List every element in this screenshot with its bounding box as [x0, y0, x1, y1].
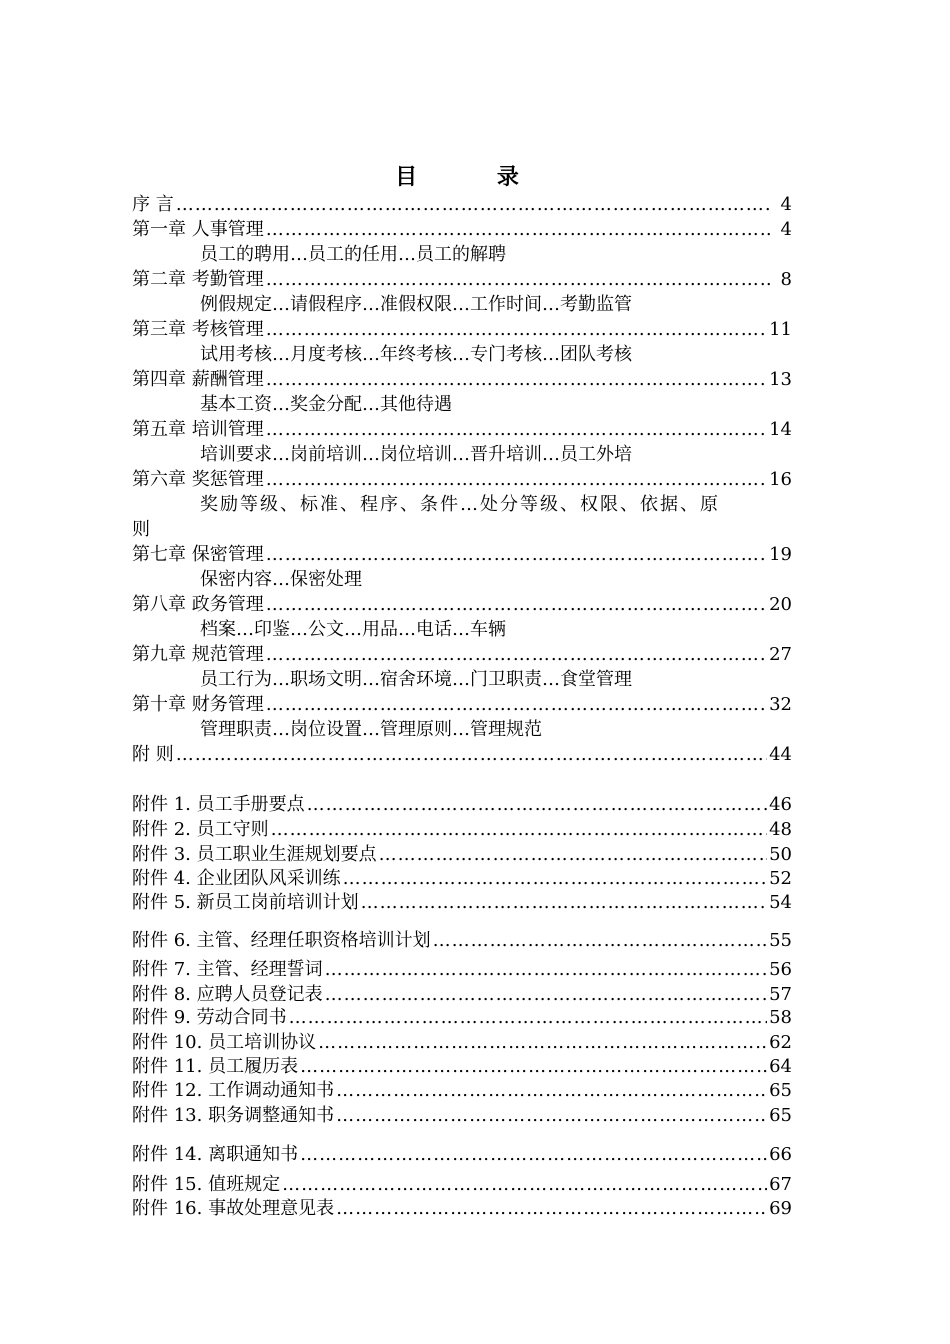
dot-leader: [266, 219, 772, 240]
dot-leader: [343, 868, 767, 889]
toc-appendix-15[interactable]: [132, 1170, 792, 1196]
toc-appendix-3[interactable]: [132, 840, 792, 866]
toc-appendix-12[interactable]: [132, 1076, 792, 1102]
entry-label: 第九章 规范管理: [132, 644, 264, 665]
dot-leader: [325, 959, 767, 980]
entry-page: 66: [769, 1144, 792, 1165]
entry-page: 67: [769, 1174, 792, 1195]
entry-page: 8: [780, 269, 792, 290]
dot-leader: [266, 594, 767, 615]
chapter-4-topics: 基本工资…奖金分配…其他待遇: [200, 394, 452, 415]
dot-leader: [266, 319, 767, 340]
toc-appendix-4[interactable]: [132, 864, 792, 890]
entry-label: 附件 8. 应聘人员登记表: [132, 984, 323, 1005]
dot-leader: [266, 269, 772, 290]
dot-leader: [361, 892, 767, 913]
chapter-8-topics: 档案…印鉴…公文…用品…电话…车辆: [200, 619, 506, 640]
dot-leader: [336, 1080, 767, 1101]
toc-entry-chapter-9[interactable]: [132, 640, 792, 666]
entry-label: 附件 13. 职务调整通知书: [132, 1105, 335, 1126]
entry-page: 16: [769, 469, 792, 490]
entry-page: 14: [769, 419, 792, 440]
toc-entry-chapter-2[interactable]: [132, 265, 792, 291]
entry-label: 第五章 培训管理: [132, 419, 264, 440]
toc-appendix-7[interactable]: [132, 955, 792, 981]
toc-appendix-9[interactable]: [132, 1003, 792, 1029]
dot-leader: [266, 419, 767, 440]
entry-label: 附件 11. 员工履历表: [132, 1056, 299, 1077]
entry-page: 62: [769, 1032, 792, 1053]
toc-appendix-11[interactable]: [132, 1052, 792, 1078]
entry-page: 55: [769, 930, 792, 951]
entry-page: 4: [780, 219, 792, 240]
toc-entry-chapter-1[interactable]: [132, 215, 792, 241]
chapter-6-topics-cont: 则: [132, 519, 150, 540]
entry-page: 64: [769, 1056, 792, 1077]
entry-page: 69: [769, 1198, 792, 1219]
entry-label: 第四章 薪酬管理: [132, 369, 264, 390]
chapter-5-topics: 培训要求…岗前培训…岗位培训…晋升培训…员工外培: [200, 444, 632, 465]
dot-leader: [300, 1056, 767, 1077]
entry-label: 第一章 人事管理: [132, 219, 264, 240]
entry-label: 附件 14. 离职通知书: [132, 1144, 299, 1165]
chapter-7-topics: 保密内容…保密处理: [200, 569, 362, 590]
toc-appendix-13[interactable]: [132, 1101, 792, 1127]
entry-label: 第七章 保密管理: [132, 544, 264, 565]
dot-leader: [266, 544, 767, 565]
entry-label: 附件 15. 值班规定: [132, 1174, 281, 1195]
toc-entry-chapter-4[interactable]: [132, 365, 792, 391]
dot-leader: [325, 984, 767, 1005]
entry-label: 第十章 财务管理: [132, 694, 264, 715]
entry-label: 第三章 考核管理: [132, 319, 264, 340]
entry-page: 4: [780, 194, 792, 215]
dot-leader: [266, 694, 767, 715]
entry-page: 19: [769, 544, 792, 565]
entry-label: 附件 6. 主管、经理任职资格培训计划: [132, 930, 431, 951]
entry-label: 附件 7. 主管、经理誓词: [132, 959, 323, 980]
dot-leader: [433, 930, 767, 951]
dot-leader: [336, 1198, 767, 1219]
toc-appendix-2[interactable]: [132, 815, 792, 841]
toc-appendix-10[interactable]: [132, 1028, 792, 1054]
entry-label: 附件 1. 员工手册要点: [132, 794, 305, 815]
toc-entry-preface[interactable]: [132, 190, 792, 216]
dot-leader: [176, 744, 767, 765]
dot-leader: [289, 1007, 767, 1028]
entry-page: 27: [769, 644, 792, 665]
entry-page: 13: [769, 369, 792, 390]
toc-appendix-5[interactable]: [132, 888, 792, 914]
dot-leader: [300, 1144, 767, 1165]
entry-page: 65: [769, 1105, 792, 1126]
dot-leader: [176, 194, 772, 215]
toc-entry-chapter-8[interactable]: [132, 590, 792, 616]
chapter-2-topics: 例假规定…请假程序…准假权限…工作时间…考勤监管: [200, 294, 632, 315]
dot-leader: [379, 844, 767, 865]
entry-label: 附件 10. 员工培训协议: [132, 1032, 317, 1053]
chapter-3-topics: 试用考核…月度考核…年终考核…专门考核…团队考核: [200, 344, 632, 365]
dot-leader: [271, 819, 767, 840]
entry-page: 52: [769, 868, 792, 889]
toc-entry-chapter-7[interactable]: [132, 540, 792, 566]
toc-entry-supplementary[interactable]: [132, 740, 792, 766]
entry-label: 附件 2. 员工守则: [132, 819, 269, 840]
entry-page: 58: [769, 1007, 792, 1028]
entry-label: 附件 5. 新员工岗前培训计划: [132, 892, 359, 913]
entry-page: 48: [769, 819, 792, 840]
entry-page: 57: [769, 984, 792, 1005]
toc-title: 目 录: [395, 164, 555, 190]
toc-appendix-1[interactable]: [132, 790, 792, 816]
entry-page: 65: [769, 1080, 792, 1101]
entry-page: 32: [769, 694, 792, 715]
toc-appendix-14[interactable]: [132, 1140, 792, 1166]
toc-entry-chapter-5[interactable]: [132, 415, 792, 441]
entry-label: 附件 12. 工作调动通知书: [132, 1080, 335, 1101]
entry-label: 序 言: [132, 194, 174, 215]
dot-leader: [336, 1105, 767, 1126]
entry-label: 第二章 考勤管理: [132, 269, 264, 290]
toc-entry-chapter-10[interactable]: [132, 690, 792, 716]
dot-leader: [318, 1032, 767, 1053]
entry-page: 54: [769, 892, 792, 913]
entry-page: 50: [769, 844, 792, 865]
toc-appendix-6[interactable]: [132, 926, 792, 952]
chapter-10-topics: 管理职责…岗位设置…管理原则…管理规范: [200, 719, 542, 740]
entry-page: 20: [769, 594, 792, 615]
entry-label: 附件 16. 事故处理意见表: [132, 1198, 335, 1219]
entry-page: 46: [769, 794, 792, 815]
entry-label: 附件 9. 劳动合同书: [132, 1007, 287, 1028]
entry-label: 附件 4. 企业团队风采训练: [132, 868, 341, 889]
toc-entry-chapter-6[interactable]: [132, 465, 792, 491]
dot-leader: [266, 369, 767, 390]
dot-leader: [282, 1174, 767, 1195]
entry-page: 44: [769, 744, 792, 765]
toc-entry-chapter-3[interactable]: [132, 315, 792, 341]
entry-label: 附件 3. 员工职业生涯规划要点: [132, 844, 377, 865]
entry-page: 11: [769, 319, 792, 340]
entry-label: 附 则: [132, 744, 174, 765]
dot-leader: [266, 644, 767, 665]
entry-label: 第六章 奖惩管理: [132, 469, 264, 490]
chapter-9-topics: 员工行为…职场文明…宿舍环境…门卫职责…食堂管理: [200, 669, 632, 690]
entry-label: 第八章 政务管理: [132, 594, 264, 615]
chapter-1-topics: 员工的聘用…员工的任用…员工的解聘: [200, 244, 506, 265]
toc-appendix-16[interactable]: [132, 1194, 792, 1220]
dot-leader: [307, 794, 767, 815]
chapter-6-topics: 奖励等级、标准、程序、条件…处分等级、权限、依据、原: [200, 494, 720, 515]
dot-leader: [266, 469, 767, 490]
entry-page: 56: [769, 959, 792, 980]
